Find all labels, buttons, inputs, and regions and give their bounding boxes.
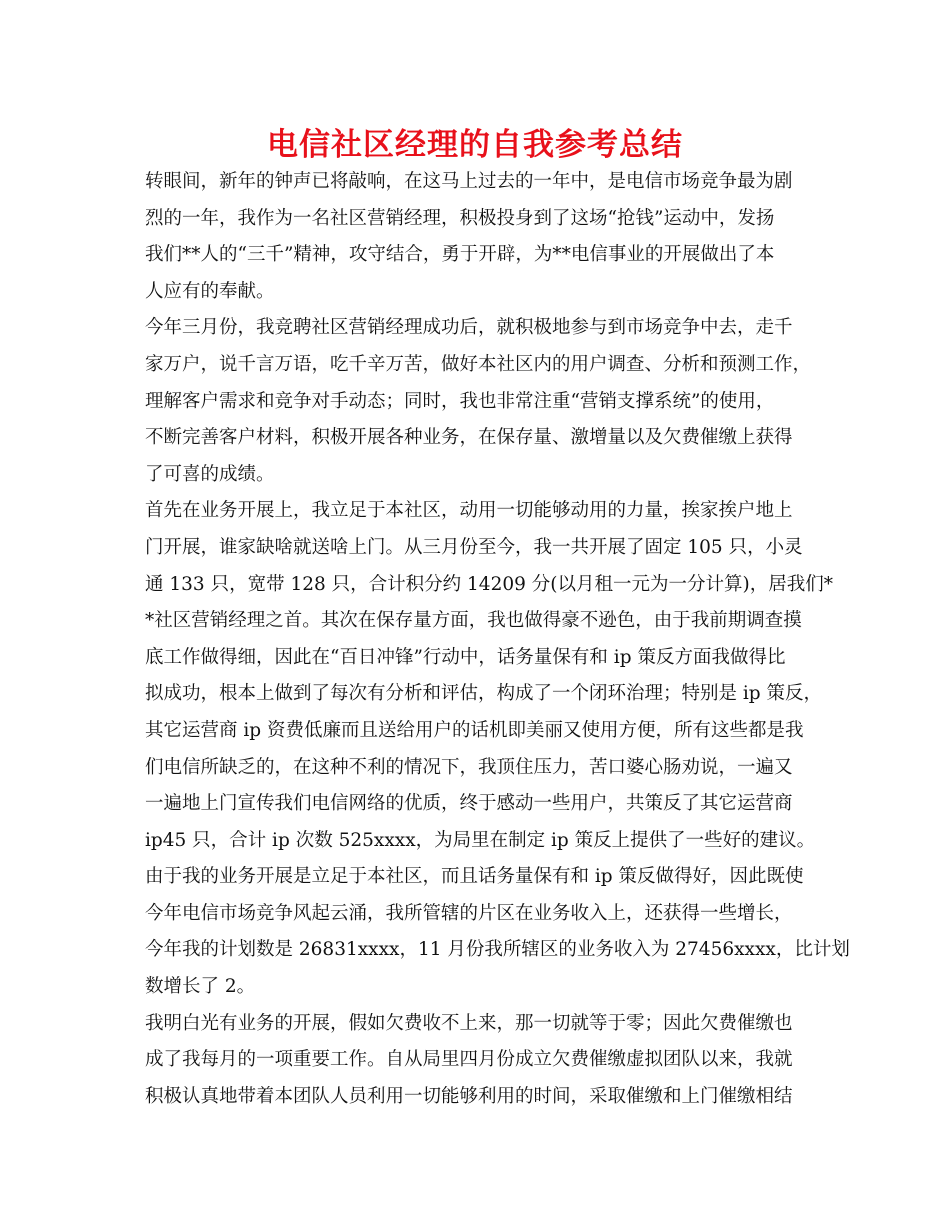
body-line: 拟成功，根本上做到了每次有分析和评估，构成了一个闭环治理；特别是 ip 策反， (145, 683, 823, 705)
body-line: 数增长了 2。 (145, 976, 256, 998)
body-line: 首先在业务开展上，我立足于本社区，动用一切能够动用的力量，挨家挨户地上 (145, 500, 793, 522)
body-line: 烈的一年，我作为一名社区营销经理，积极投身到了这场“抢钱”运动中，发扬 (145, 207, 775, 229)
body-line: 一遍地上门宣传我们电信网络的优质，终于感动一些用户，共策反了其它运营商 (145, 793, 793, 815)
body-line: 由于我的业务开展是立足于本社区，而且话务量保有和 ip 策反做得好，因此既使 (145, 866, 804, 888)
body-line: ip45 只，合计 ip 次数 525xxxx，为局里在制定 ip 策反上提供了一些好的建议。 (145, 829, 816, 851)
body-line: 今年电信市场竞争风起云涌，我所管辖的片区在业务收入上，还获得一些增长， (145, 902, 793, 924)
body-line: 不断完善客户材料，积极开展各种业务，在保存量、激增量以及欠费催缴上获得 (145, 427, 793, 449)
body-line: 转眼间，新年的钟声已将敲响，在这马上过去的一年中，是电信市场竞争最为剧 (145, 171, 793, 192)
body-line: 家万户，说千言万语，吃千辛万苦，做好本社区内的用户调查、分析和预测工作， (145, 353, 812, 375)
body-line: 通 133 只，宽带 128 只，合计积分约 14209 分(以月租一元为一分计算)，居我们* (145, 573, 833, 595)
body-line: 了可喜的成绩。 (145, 463, 275, 485)
body-line: *社区营销经理之首。其次在保存量方面，我也做得豪不逊色，由于我前期调查摸 (145, 610, 802, 632)
body-line: 积极认真地带着本团队人员利用一切能够利用的时间，采取催缴和上门催缴相结 (145, 1085, 793, 1107)
body-line: 理解客户需求和竞争对手动态；同时，我也非常注重“营销支撑系统”的使用， (145, 390, 775, 412)
document-body (145, 164, 850, 1115)
body-line: 底工作做得细，因此在“百日冲锋”行动中，话务量保有和 ip 策反方面我做得比 (145, 646, 786, 668)
body-line: 今年我的计划数是 26831xxxx，11 月份我所辖区的业务收入为 27456xxxx，比计划 (145, 939, 850, 961)
body-line: 其它运营商 ip 资费低廉而且送给用户的话机即美丽又使用方便，所有这些都是我 (145, 719, 804, 741)
body-line: 成了我每月的一项重要工作。自从局里四月份成立欠费催缴虚拟团队以来，我就 (145, 1049, 793, 1071)
body-line: 们电信所缺乏的，在这种不利的情况下，我顶住压力，苦口婆心肠劝说，一遍又 (145, 756, 793, 778)
body-line: 人应有的奉献。 (145, 280, 275, 302)
document-title: 电信社区经理的自我参考总结 (267, 127, 683, 163)
body-line: 今年三月份，我竞聘社区营销经理成功后，就积极地参与到市场竞争中去，走千 (145, 317, 793, 339)
body-line: 门开展，谁家缺啥就送啥上门。从三月份至今，我一共开展了固定 105 只，小灵 (145, 536, 803, 558)
body-line: 我明白光有业务的开展，假如欠费收不上来，那一切就等于零；因此欠费催缴也 (145, 1012, 793, 1034)
body-line: 我们**人的“三千”精神，攻守结合，勇于开辟，为**电信事业的开展做出了本 (145, 244, 775, 266)
